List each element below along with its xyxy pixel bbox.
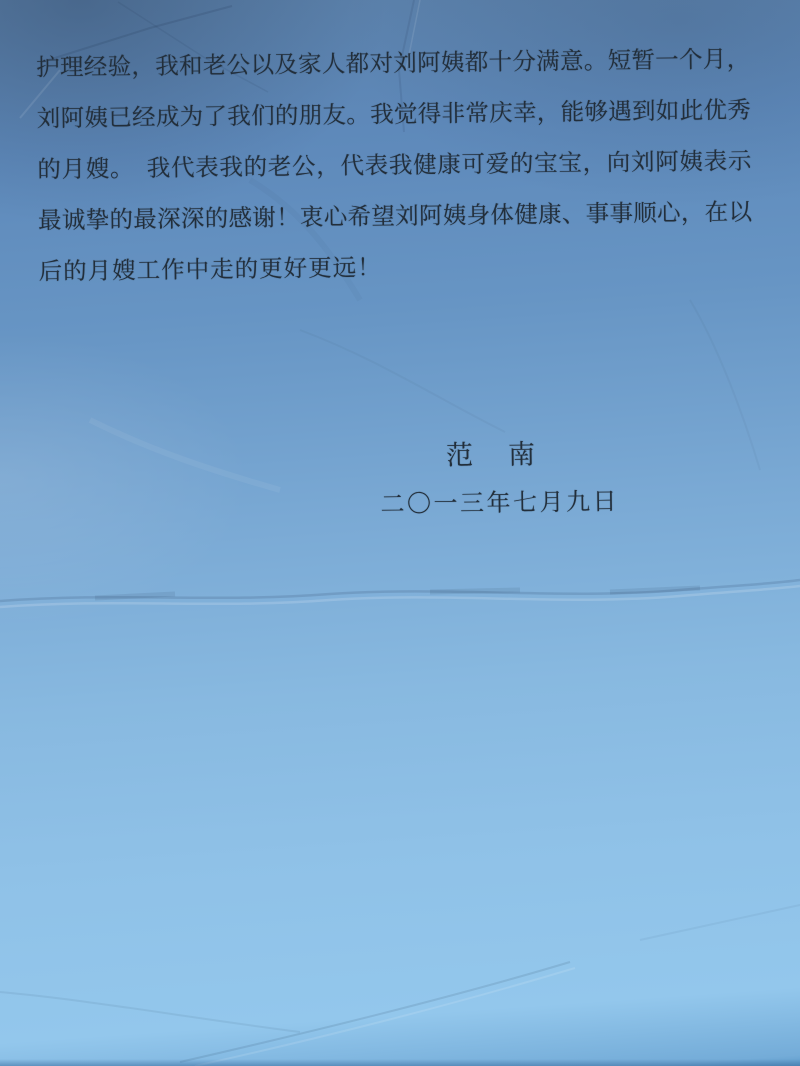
paragraph-line-5: 后的月嫂工作中走的更好更远！ [38, 253, 382, 286]
photo-bottom-edge [0, 1059, 800, 1066]
paragraph-line-3: 的月嫂。 我代表我的老公，代表我健康可爱的宝宝，向刘阿姨表示 [37, 146, 752, 184]
paragraph-line-1: 护理经验，我和老公以及家人都对刘阿姨都十分满意。短暂一个月， [36, 44, 751, 82]
signature-date: 二〇一三年七月九日 [380, 487, 620, 519]
paragraph-line-4: 最诚挚的最深深的感谢！衷心希望刘阿姨身体健康、事事顺心，在以 [37, 197, 753, 235]
signature-name: 范 南 [445, 439, 540, 472]
letter-paragraph [36, 34, 753, 298]
paragraph-line-2: 刘阿姨已经成为了我们的朋友。我觉得非常庆幸，能够遇到如此优秀 [36, 95, 751, 133]
